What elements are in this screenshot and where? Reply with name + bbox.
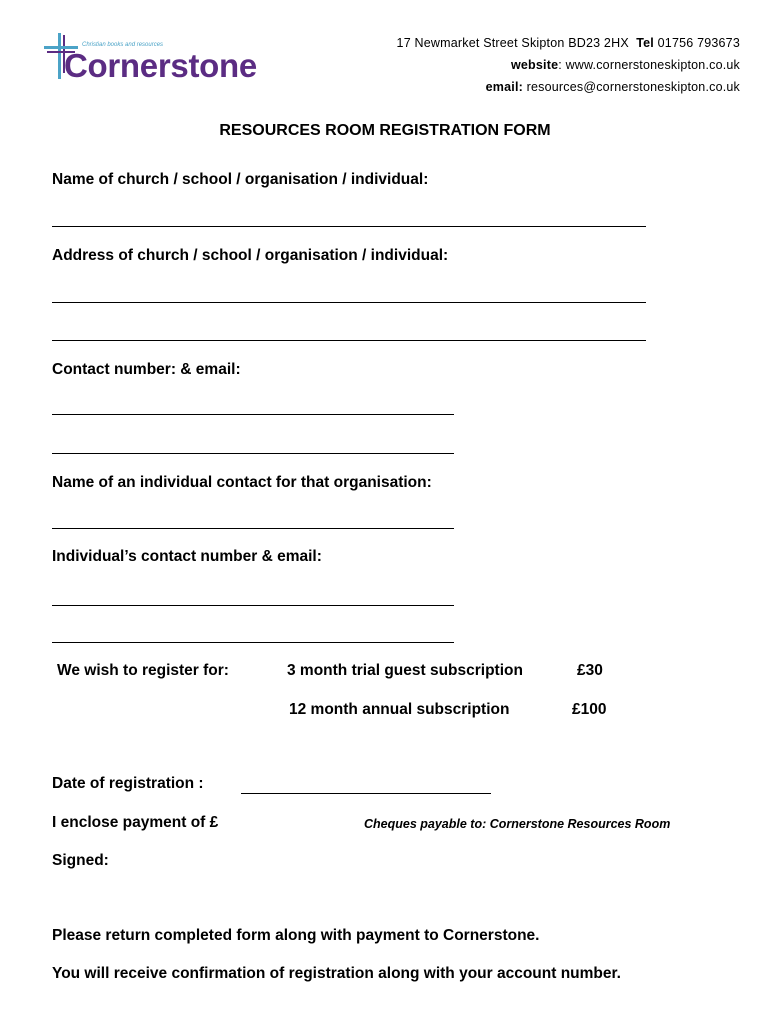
email-label: email: (485, 80, 523, 94)
tel-label: Tel (636, 36, 654, 50)
contact-block (397, 32, 740, 98)
address-field-line-1[interactable] (52, 302, 646, 303)
payment-label: I enclose payment of £ (52, 814, 219, 831)
cornerstone-logo (44, 33, 324, 85)
option-trial-label[interactable]: 3 month trial guest subscription (287, 662, 523, 679)
email-value: resources@cornerstoneskipton.co.uk (522, 80, 740, 94)
website-label: website (510, 58, 559, 72)
cheques-note: Cheques payable to: Cornerstone Resources Room (364, 817, 671, 831)
contact-field-line-2[interactable] (52, 453, 454, 454)
individual-label: Name of an individual contact for that organisation: (52, 474, 432, 491)
individual-contact-label: Individual’s contact number & email: (52, 548, 322, 565)
individual-field-line[interactable] (52, 528, 454, 529)
name-field-line[interactable] (52, 226, 646, 227)
footer-confirmation-note: You will receive confirmation of registration along with your account number. (52, 965, 621, 982)
contact-field-line-1[interactable] (52, 414, 454, 415)
form-title: RESOURCES ROOM REGISTRATION FORM (219, 122, 551, 139)
address-field-line-2[interactable] (52, 340, 646, 341)
individual-contact-line-2[interactable] (52, 642, 454, 643)
website-value: : www.cornerstoneskipton.co.uk (558, 58, 740, 72)
signed-label: Signed: (52, 852, 109, 869)
option-trial-price: £30 (577, 662, 603, 679)
email-line (397, 76, 740, 98)
individual-contact-line-1[interactable] (52, 605, 454, 606)
address-line (397, 32, 740, 54)
footer-return-note: Please return completed form along with payment to Cornerstone. (52, 927, 540, 944)
register-label: We wish to register for: (57, 662, 229, 679)
tel-value: 01756 793673 (657, 36, 740, 50)
logo-tagline: Christian books and resources (82, 42, 164, 48)
address-label: Address of church / school / organisation / individual: (52, 247, 449, 264)
date-field-line[interactable] (241, 793, 491, 794)
contact-label: Contact number: & email: (52, 361, 241, 378)
date-label: Date of registration : (52, 775, 204, 792)
name-label: Name of church / school / organisation / individual: (52, 171, 429, 188)
website-line (397, 54, 740, 76)
logo-wordmark: Cornerstone (64, 47, 257, 84)
option-annual-price: £100 (572, 701, 607, 718)
option-annual-label[interactable]: 12 month annual subscription (289, 701, 510, 718)
street-address: 17 Newmarket Street Skipton BD23 2HX (396, 36, 629, 50)
